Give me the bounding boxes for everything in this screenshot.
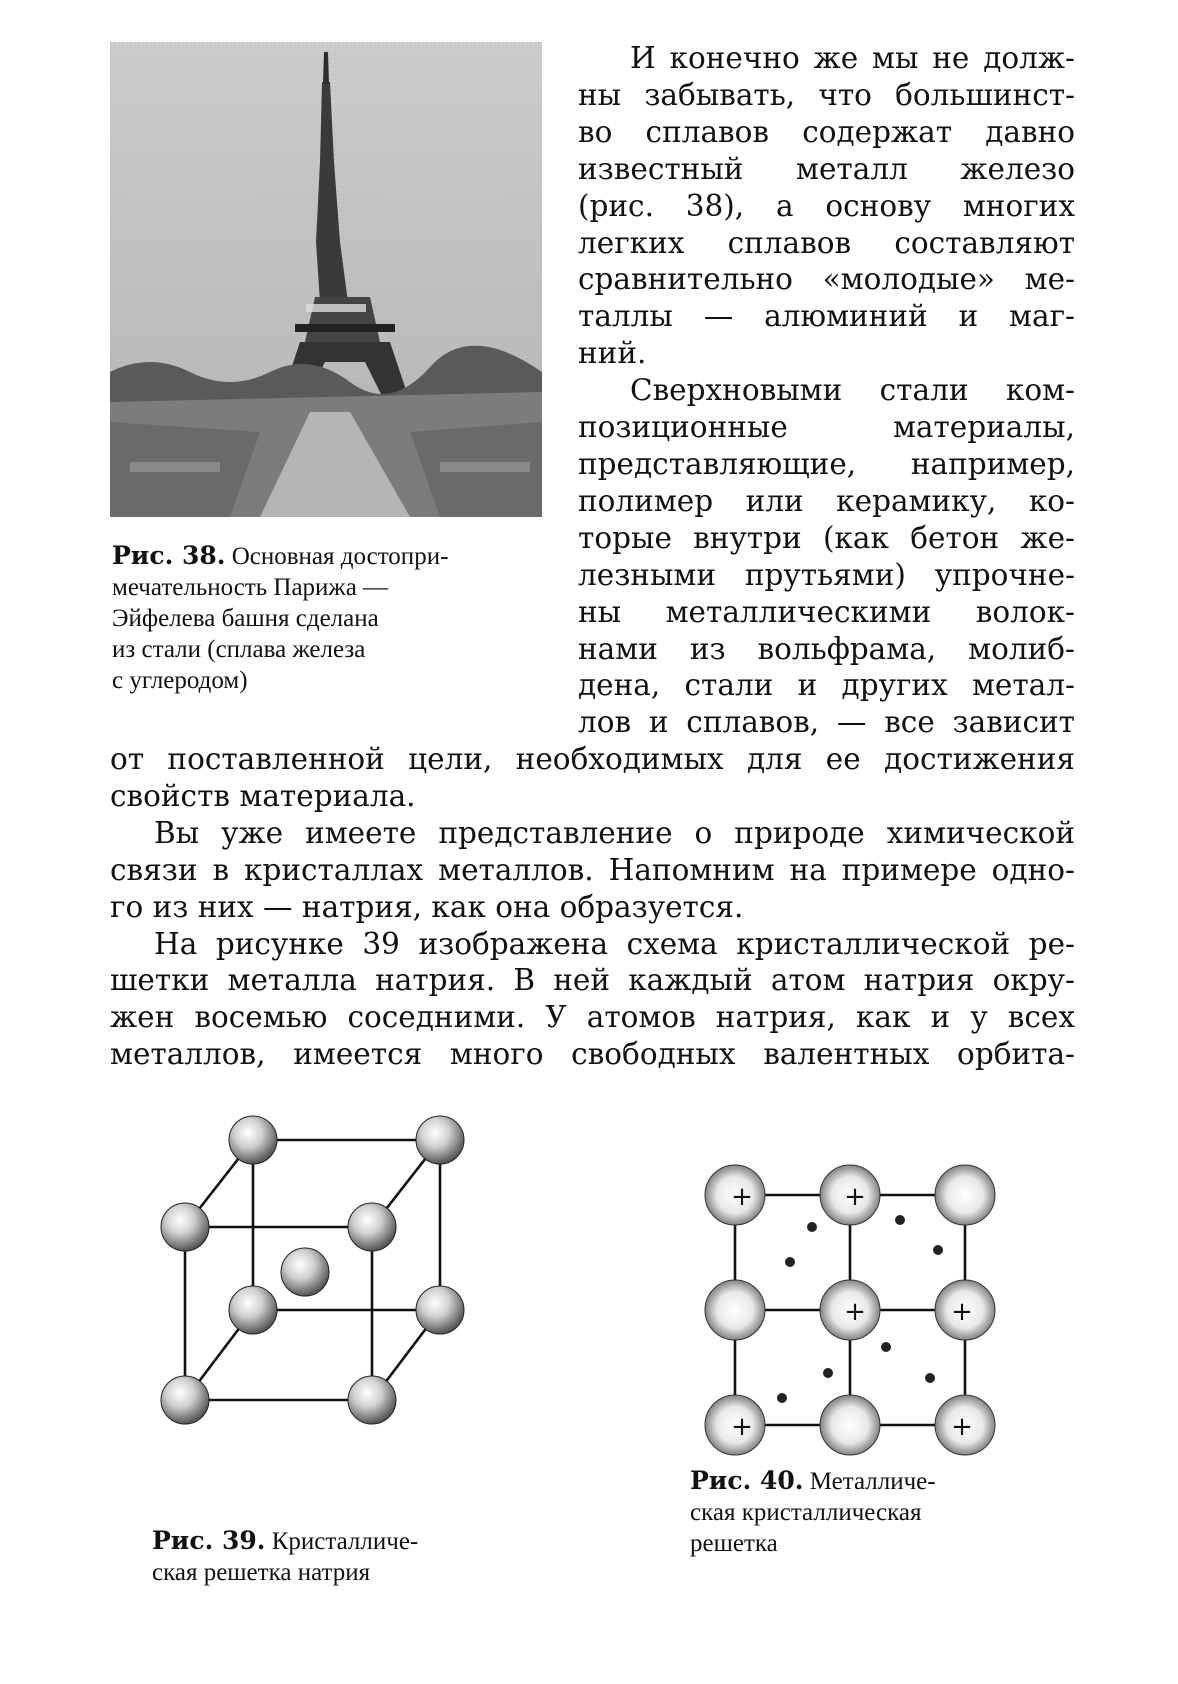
text-line: На рисунке 39 изображена схема кристаллической ре- bbox=[154, 926, 1075, 961]
fig40-caption-line-2: решетка bbox=[690, 1530, 778, 1557]
fig38-caption bbox=[112, 540, 542, 696]
fig38-caption-line-2: Эйфелева башня сделана bbox=[112, 605, 379, 632]
text-line: го из них — натрия, как она образуется. bbox=[110, 889, 744, 924]
text-line: известный металл железо bbox=[578, 151, 1075, 186]
right-column-text bbox=[578, 40, 1075, 741]
text-line: во сплавов содержат давно bbox=[578, 114, 1075, 149]
eiffel-tower-photo bbox=[110, 42, 542, 517]
text-line: полимер или керамику, ко- bbox=[578, 483, 1075, 518]
plus-sign: + bbox=[731, 1182, 753, 1212]
text-line: лезными прутьями) упрочне- bbox=[578, 557, 1075, 592]
text-line: торые внутри (как бетон же- bbox=[578, 520, 1075, 555]
fig40-caption bbox=[690, 1465, 1020, 1559]
text-line: нами из вольфрама, молиб- bbox=[578, 631, 1075, 666]
text-line: жен восемью соседними. У атомов натрия, как и у всех bbox=[110, 1000, 1075, 1035]
text-line: таллы — алюминий и маг- bbox=[578, 299, 1075, 334]
text-line: шетки металла натрия. В ней каждый атом натрия окру- bbox=[110, 963, 1075, 998]
plus-sign: + bbox=[731, 1412, 753, 1442]
fig39-label: Рис. 39. bbox=[152, 1526, 266, 1555]
text-line: представляющие, например, bbox=[578, 446, 1075, 481]
fig40-caption-line-0: Металличе- bbox=[803, 1468, 936, 1495]
fig40-label: Рис. 40. bbox=[690, 1466, 804, 1495]
text-line: ны металлическими волок- bbox=[578, 594, 1075, 629]
text-line: позиционные материалы, bbox=[578, 410, 1075, 445]
text-line: от поставленной цели, необходимых для ее достижения bbox=[110, 742, 1075, 776]
plus-sign: + bbox=[951, 1412, 973, 1442]
plus-sign: + bbox=[951, 1297, 973, 1327]
text-line: легких сплавов составляют bbox=[578, 225, 1075, 260]
text-line: ны забывать, что большинст- bbox=[578, 77, 1075, 112]
fig38-caption-line-4: с углеродом) bbox=[112, 667, 248, 694]
plus-sign: + bbox=[844, 1297, 866, 1327]
fig38-caption-line-1: мечательность Парижа — bbox=[112, 574, 389, 601]
plus-sign: + bbox=[844, 1182, 866, 1212]
text-line: свойств материала. bbox=[110, 778, 416, 813]
fig39-caption-line-1: ская решетка натрия bbox=[152, 1559, 371, 1586]
text-line: сравнительно «молодые» ме- bbox=[578, 262, 1075, 297]
metallic-lattice-diagram bbox=[690, 1150, 1010, 1475]
text-line: ний. bbox=[578, 336, 647, 371]
text-line: связи в кристаллах металлов. Напомним на примере одно- bbox=[110, 852, 1075, 887]
full-width-text bbox=[110, 741, 1075, 1073]
fig39-caption bbox=[152, 1525, 492, 1588]
text-line: (рис. 38), а основу многих bbox=[578, 188, 1075, 223]
text-line: Сверхновыми стали ком- bbox=[630, 373, 1075, 408]
fig38-caption-line-3: из стали (сплава железа bbox=[112, 636, 366, 663]
fig39-caption-line-0: Кристалличе- bbox=[265, 1528, 419, 1555]
fig40-caption-line-1: ская кристаллическая bbox=[690, 1499, 922, 1526]
fig38-label: Рис. 38. bbox=[112, 541, 226, 570]
text-line: дена, стали и других метал- bbox=[578, 668, 1075, 703]
text-line: И конечно же мы не долж- bbox=[630, 41, 1075, 75]
text-line: металлов, имеется много свободных валентных орбита- bbox=[110, 1037, 1075, 1072]
text-line: лов и сплавов, — все зависит bbox=[578, 705, 1075, 740]
text-line: Вы уже имеете представление о природе химической bbox=[154, 815, 1075, 850]
fig38-caption-line-0: Основная достопри- bbox=[225, 543, 449, 570]
sodium-lattice-diagram bbox=[150, 1110, 490, 1465]
